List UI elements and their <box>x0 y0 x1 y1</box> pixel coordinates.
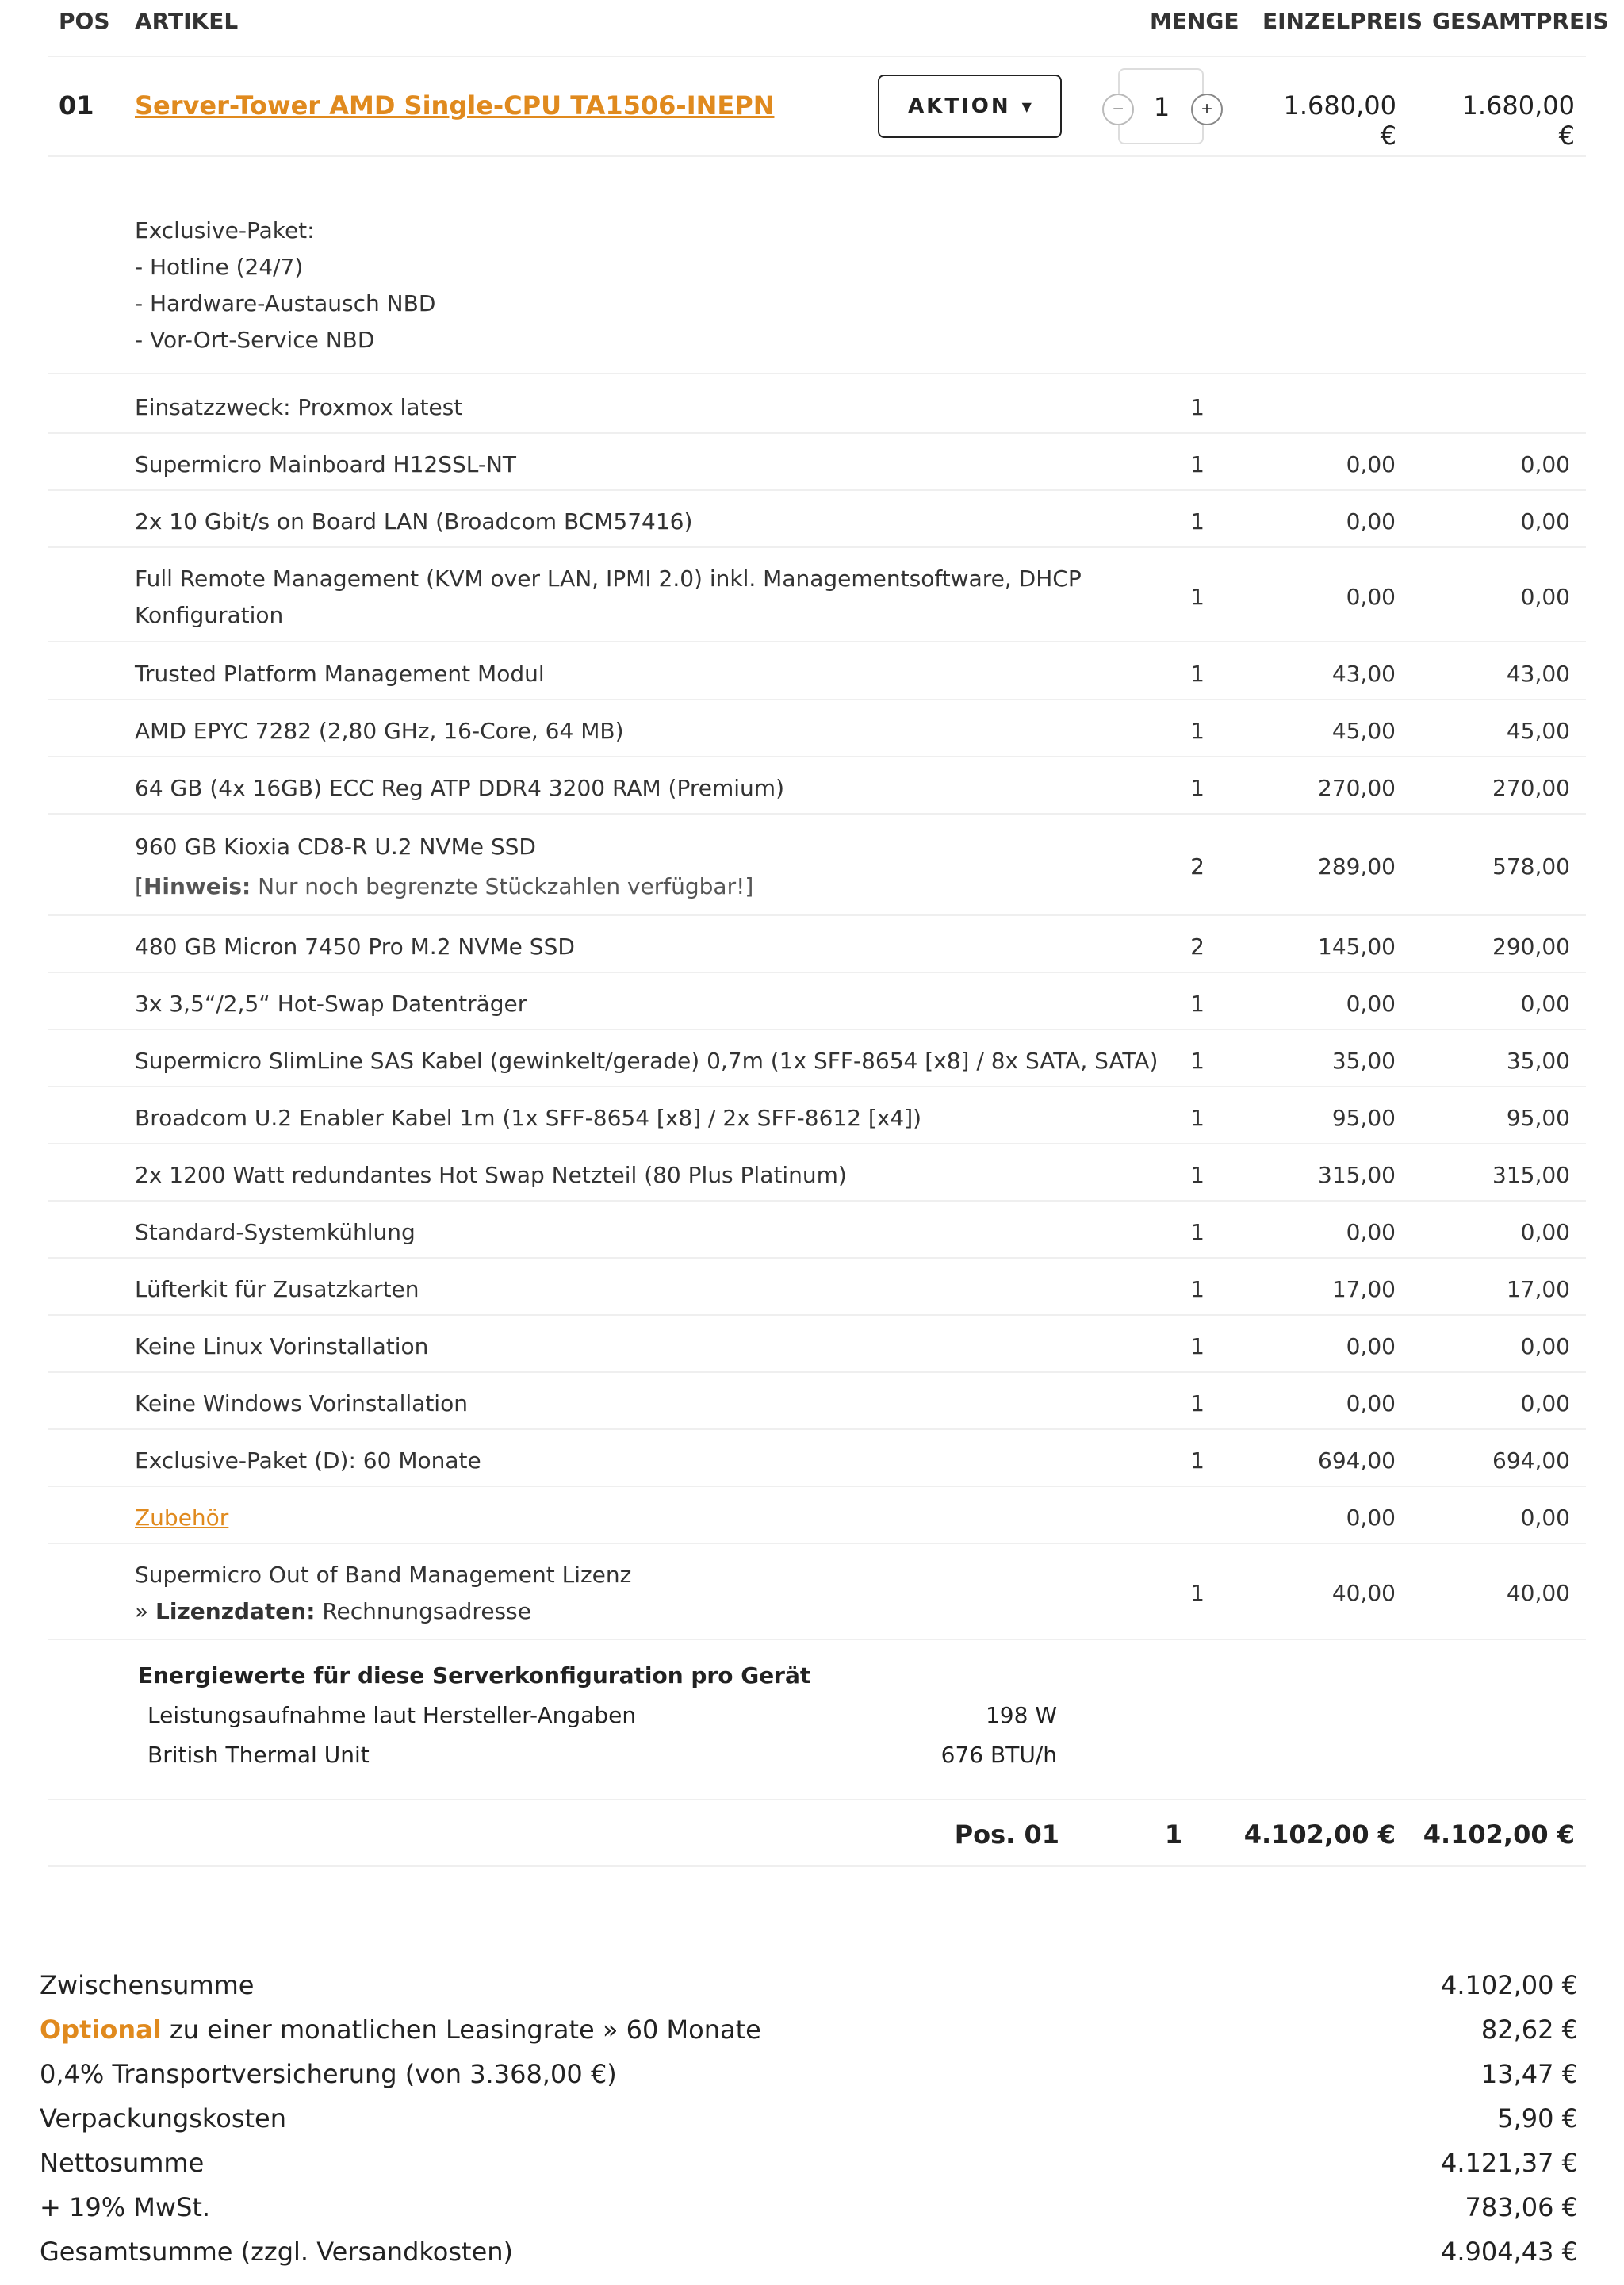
spec-desc: Keine Windows Vorinstallation <box>135 1390 468 1417</box>
spec-desc: Keine Linux Vorinstallation <box>135 1333 429 1359</box>
minus-icon[interactable]: − <box>1102 94 1134 125</box>
energy-title: Energiewerte für diese Serverkonfiguration pro Gerät <box>138 1662 811 1689</box>
spec-qty: 1 <box>1190 508 1205 535</box>
row-divider <box>48 813 1586 815</box>
spec-desc <box>135 1557 631 1630</box>
row-divider <box>48 1143 1586 1144</box>
spec-desc: Broadcom U.2 Enabler Kabel 1m (1x SFF-8654 [x8] / 2x SFF-8612 [x4]) <box>135 1105 922 1131</box>
summary-value: 82,62 € <box>1480 2015 1578 2045</box>
spec-einzelpreis: 145,00 <box>1318 934 1396 960</box>
spec-einzelpreis: 95,00 <box>1331 1105 1396 1131</box>
quantity-value[interactable]: 1 <box>1153 92 1170 122</box>
spec-desc <box>135 827 753 907</box>
spec-qty: 1 <box>1190 1162 1205 1188</box>
row-divider <box>48 1543 1586 1544</box>
row-divider <box>48 1314 1586 1316</box>
spec-qty: 1 <box>1190 1447 1205 1474</box>
stock-hint <box>135 873 753 899</box>
summary-value: 4.102,00 € <box>1440 1970 1578 2000</box>
quantity-stepper <box>1094 68 1221 144</box>
spec-qty: 1 <box>1190 718 1205 744</box>
row-divider <box>48 699 1586 700</box>
position-total-row <box>48 1799 1586 1867</box>
spec-desc: 480 GB Micron 7450 Pro M.2 NVMe SSD <box>135 934 575 960</box>
zubehoer-link[interactable]: Zubehör <box>135 1505 229 1531</box>
spec-gesamtpreis: 0,00 <box>1520 584 1570 610</box>
license-info <box>135 1598 531 1624</box>
summary-label: Zwischensumme <box>40 1970 255 2000</box>
license-text: Rechnungsadresse <box>315 1598 531 1624</box>
spec-einzelpreis: 0,00 <box>1346 1219 1396 1245</box>
spec-einzelpreis: 0,00 <box>1346 451 1396 477</box>
spec-qty: 1 <box>1190 1333 1205 1359</box>
spec-desc: Einsatzzweck: Proxmox latest <box>135 394 463 420</box>
spec-gesamtpreis: 45,00 <box>1506 718 1570 744</box>
row-divider <box>48 373 1586 374</box>
product-gesamtpreis: 1.680,00 € <box>1461 90 1575 151</box>
header-einzelpreis: EINZELPREIS <box>1262 8 1423 34</box>
spec-desc: AMD EPYC 7282 (2,80 GHz, 16-Core, 64 MB) <box>135 718 624 744</box>
spec-qty: 1 <box>1190 1048 1205 1074</box>
summary-value: 4.904,43 € <box>1440 2237 1578 2267</box>
summary-value: 5,90 € <box>1497 2103 1578 2134</box>
license-label: Lizenzdaten: <box>155 1598 316 1624</box>
spec-gesamtpreis: 35,00 <box>1506 1048 1570 1074</box>
summary-value: 4.121,37 € <box>1440 2148 1578 2178</box>
product-row <box>48 56 1586 157</box>
row-divider <box>48 1639 1586 1640</box>
spec-gesamtpreis: 0,00 <box>1520 1219 1570 1245</box>
spec-gesamtpreis: 270,00 <box>1492 775 1570 801</box>
spec-qty: 1 <box>1190 1219 1205 1245</box>
summary-label: Gesamtsumme (zzgl. Versandkosten) <box>40 2237 514 2267</box>
spec-qty: 1 <box>1190 1390 1205 1417</box>
spec-einzelpreis: 0,00 <box>1346 1333 1396 1359</box>
row-divider <box>48 1257 1586 1259</box>
energy-value: 676 BTU/h <box>940 1742 1057 1768</box>
header-pos: POS <box>59 8 110 34</box>
row-divider <box>48 1371 1586 1373</box>
spec-qty: 1 <box>1190 1105 1205 1131</box>
summary-label <box>40 2015 761 2045</box>
row-divider <box>48 972 1586 973</box>
summary-value: 13,47 € <box>1480 2059 1578 2089</box>
hint-label: Hinweis: <box>143 873 251 899</box>
hint-bracket: [ <box>135 873 144 899</box>
spec-einzelpreis: 45,00 <box>1331 718 1396 744</box>
spec-einzelpreis: 0,00 <box>1346 584 1396 610</box>
spec-gesamtpreis: 40,00 <box>1506 1580 1570 1606</box>
spec-einzelpreis: 0,00 <box>1346 508 1396 535</box>
row-divider <box>48 1428 1586 1430</box>
spec-gesamtpreis: 578,00 <box>1492 853 1570 880</box>
optional-label[interactable]: Optional <box>40 2015 162 2045</box>
row-divider <box>48 1200 1586 1202</box>
spec-qty: 2 <box>1190 853 1205 880</box>
spec-desc: Standard-Systemkühlung <box>135 1219 416 1245</box>
spec-gesamtpreis: 0,00 <box>1520 451 1570 477</box>
aktion-label: AKTION <box>908 94 1011 118</box>
spec-einzelpreis: 35,00 <box>1331 1048 1396 1074</box>
total-gesamtpreis: 4.102,00 € <box>1423 1819 1575 1850</box>
product-einzelpreis: 1.680,00 € <box>1283 90 1396 151</box>
spec-desc: 2x 10 Gbit/s on Board LAN (Broadcom BCM57416) <box>135 508 693 535</box>
total-qty: 1 <box>1164 1819 1183 1850</box>
plus-icon[interactable]: + <box>1191 94 1223 125</box>
spec-qty: 1 <box>1190 394 1205 420</box>
summary-label: Nettosumme <box>40 2148 205 2178</box>
spec-desc-line: Konfiguration <box>135 602 284 628</box>
row-divider <box>48 432 1586 434</box>
spec-desc: Trusted Platform Management Modul <box>135 661 545 687</box>
spec-qty: 1 <box>1190 1276 1205 1302</box>
spec-gesamtpreis: 0,00 <box>1520 1333 1570 1359</box>
aktion-dropdown-button[interactable] <box>878 75 1062 138</box>
spec-einzelpreis: 694,00 <box>1318 1447 1396 1474</box>
caret-down-icon: ▼ <box>1021 98 1032 114</box>
spec-qty: 1 <box>1190 451 1205 477</box>
spec-desc-line: Full Remote Management (KVM over LAN, IPMI 2.0) inkl. Managementsoftware, DHCP <box>135 565 1082 592</box>
energy-value: 198 W <box>985 1702 1057 1728</box>
spec-qty: 1 <box>1190 775 1205 801</box>
row-divider <box>48 914 1586 916</box>
spec-qty: 1 <box>1190 661 1205 687</box>
spec-desc-line: 960 GB Kioxia CD8-R U.2 NVMe SSD <box>135 834 536 860</box>
spec-desc <box>135 561 1082 634</box>
spec-desc: 2x 1200 Watt redundantes Hot Swap Netzteil (80 Plus Platinum) <box>135 1162 847 1188</box>
total-pos-label: Pos. 01 <box>954 1819 1059 1850</box>
spec-desc: 64 GB (4x 16GB) ECC Reg ATP DDR4 3200 RAM (Premium) <box>135 775 784 801</box>
spec-gesamtpreis: 95,00 <box>1506 1105 1570 1131</box>
package-description <box>135 213 435 358</box>
package-item: - Hardware-Austausch NBD <box>135 290 436 316</box>
license-prefix: » <box>135 1598 156 1624</box>
summary-label: + 19% MwSt. <box>40 2192 211 2222</box>
energy-label: Leistungsaufnahme laut Hersteller-Angaben <box>147 1702 637 1728</box>
hint-text: Nur noch begrenzte Stückzahlen verfügbar!] <box>251 873 754 899</box>
spec-gesamtpreis: 315,00 <box>1492 1162 1570 1188</box>
summary-label: Verpackungskosten <box>40 2103 287 2134</box>
package-item: - Hotline (24/7) <box>135 254 304 280</box>
spec-desc: Lüfterkit für Zusatzkarten <box>135 1276 419 1302</box>
product-title-link[interactable]: Server-Tower AMD Single-CPU TA1506-INEPN <box>135 90 775 121</box>
row-divider <box>48 546 1586 548</box>
spec-desc-line: Supermicro Out of Band Management Lizenz <box>135 1562 632 1588</box>
spec-gesamtpreis: 0,00 <box>1520 1505 1570 1531</box>
table-header <box>0 0 1624 44</box>
spec-einzelpreis: 315,00 <box>1318 1162 1396 1188</box>
spec-gesamtpreis: 694,00 <box>1492 1447 1570 1474</box>
product-pos: 01 <box>59 90 94 121</box>
spec-qty: 2 <box>1190 934 1205 960</box>
spec-gesamtpreis: 0,00 <box>1520 508 1570 535</box>
spec-desc: 3x 3,5“/2,5“ Hot-Swap Datenträger <box>135 991 527 1017</box>
spec-einzelpreis: 17,00 <box>1331 1276 1396 1302</box>
row-divider <box>48 641 1586 642</box>
spec-einzelpreis: 40,00 <box>1331 1580 1396 1606</box>
package-title: Exclusive-Paket: <box>135 217 315 243</box>
spec-einzelpreis: 289,00 <box>1318 853 1396 880</box>
spec-gesamtpreis: 290,00 <box>1492 934 1570 960</box>
header-menge: MENGE <box>1150 8 1239 34</box>
total-einzelpreis: 4.102,00 € <box>1243 1819 1396 1850</box>
row-divider <box>48 1486 1586 1487</box>
leasing-text: zu einer monatlichen Leasingrate » 60 Monate <box>161 2015 761 2045</box>
spec-einzelpreis: 43,00 <box>1331 661 1396 687</box>
spec-qty: 1 <box>1190 1580 1205 1606</box>
spec-einzelpreis: 0,00 <box>1346 1505 1396 1531</box>
spec-desc: Exclusive-Paket (D): 60 Monate <box>135 1447 481 1474</box>
header-artikel: ARTIKEL <box>135 8 239 34</box>
spec-desc: Supermicro SlimLine SAS Kabel (gewinkelt/gerade) 0,7m (1x SFF-8654 [x8] / 8x SATA, SATA) <box>135 1048 1159 1074</box>
spec-gesamtpreis: 0,00 <box>1520 1390 1570 1417</box>
spec-desc: Supermicro Mainboard H12SSL-NT <box>135 451 517 477</box>
spec-einzelpreis: 0,00 <box>1346 1390 1396 1417</box>
spec-qty: 1 <box>1190 584 1205 610</box>
spec-einzelpreis: 0,00 <box>1346 991 1396 1017</box>
spec-gesamtpreis: 17,00 <box>1506 1276 1570 1302</box>
spec-einzelpreis: 270,00 <box>1318 775 1396 801</box>
row-divider <box>48 1086 1586 1087</box>
summary-label: 0,4% Transportversicherung (von 3.368,00 €) <box>40 2059 617 2089</box>
row-divider <box>48 1029 1586 1030</box>
row-divider <box>48 756 1586 757</box>
spec-gesamtpreis: 43,00 <box>1506 661 1570 687</box>
row-divider <box>48 489 1586 491</box>
spec-qty: 1 <box>1190 991 1205 1017</box>
header-gesamtpreis: GESAMTPREIS <box>1432 8 1609 34</box>
summary-value: 783,06 € <box>1465 2192 1578 2222</box>
package-item: - Vor-Ort-Service NBD <box>135 327 375 353</box>
spec-gesamtpreis: 0,00 <box>1520 991 1570 1017</box>
energy-label: British Thermal Unit <box>147 1742 370 1768</box>
